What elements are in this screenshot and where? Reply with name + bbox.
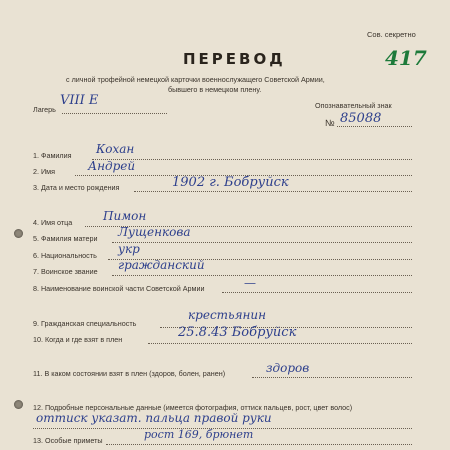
field-5-line xyxy=(112,242,412,243)
field-5-value: Лущенкова xyxy=(118,225,191,239)
field-13-value: рост 169, брюнет xyxy=(144,428,254,441)
field-4-label: 4. Имя отца xyxy=(33,218,73,227)
subtitle-line-1: с личной трофейной немецкой карточки военнослужащего Советской Армии, xyxy=(66,75,325,84)
field-7-line xyxy=(112,275,412,276)
field-10-value: 25.8.43 Бобруйск xyxy=(178,325,297,340)
field-8-value: — xyxy=(244,276,256,290)
field-2-value: Андрей xyxy=(88,159,136,173)
tag-label: Опознавательный знак xyxy=(315,101,392,110)
field-10-label: 10. Когда и где взят в плен xyxy=(33,335,123,344)
field-12-value: оттиск указат. пальца правой руки xyxy=(36,411,272,425)
tag-prefix: № xyxy=(325,118,335,128)
field-8-label: 8. Наименование воинской части Советской Армии xyxy=(33,284,205,293)
field-13-line xyxy=(106,444,412,445)
field-11-value: здоров xyxy=(266,361,310,375)
field-7-label: 7. Воинское звание xyxy=(33,267,98,276)
field-1-line xyxy=(92,159,412,160)
punch-hole-top xyxy=(14,229,23,238)
camp-label: Лагерь xyxy=(33,105,56,114)
camp-line xyxy=(62,113,167,114)
field-2-label: 2. Имя xyxy=(33,167,55,176)
tag-line xyxy=(337,126,412,127)
field-11-line xyxy=(252,377,412,378)
field-5-label: 5. Фамилия матери xyxy=(33,234,98,243)
field-1-label: 1. Фамилия xyxy=(33,151,72,160)
field-1-value: Кохан xyxy=(96,142,135,156)
field-6-label: 6. Национальность xyxy=(33,251,97,260)
field-13-label: 13. Особые приметы xyxy=(33,436,103,445)
field-9-label: 9. Гражданская специальность xyxy=(33,319,137,328)
field-11-label: 11. В каком состоянии взят в плен (здоров, болен, ранен) xyxy=(33,369,226,378)
field-8-line xyxy=(222,292,412,293)
field-7-value: гражданский xyxy=(118,258,205,272)
field-10-line xyxy=(148,343,412,344)
punch-hole-bottom xyxy=(14,400,23,409)
handwritten-number: 417 xyxy=(385,46,427,70)
classification-label: Сов. секретно xyxy=(367,30,416,39)
field-3-line xyxy=(134,191,412,192)
tag-value: 85088 xyxy=(340,111,382,126)
page-title: ПЕРЕВОД xyxy=(183,50,286,68)
field-12-label: 12. Подробные персональные данные (имеется фотография, оттиск пальцев, рост, цвет волос) xyxy=(33,403,353,412)
field-3-value: 1902 г. Бобруйск xyxy=(172,175,289,190)
camp-value: VIII E xyxy=(60,93,99,108)
field-6-value: укр xyxy=(118,242,140,256)
field-3-label: 3. Дата и место рождения xyxy=(33,183,120,192)
field-9-value: крестьянин xyxy=(188,308,267,322)
field-4-value: Пимон xyxy=(103,209,147,223)
subtitle-line-2: бывшего в немецком плену. xyxy=(168,85,262,94)
